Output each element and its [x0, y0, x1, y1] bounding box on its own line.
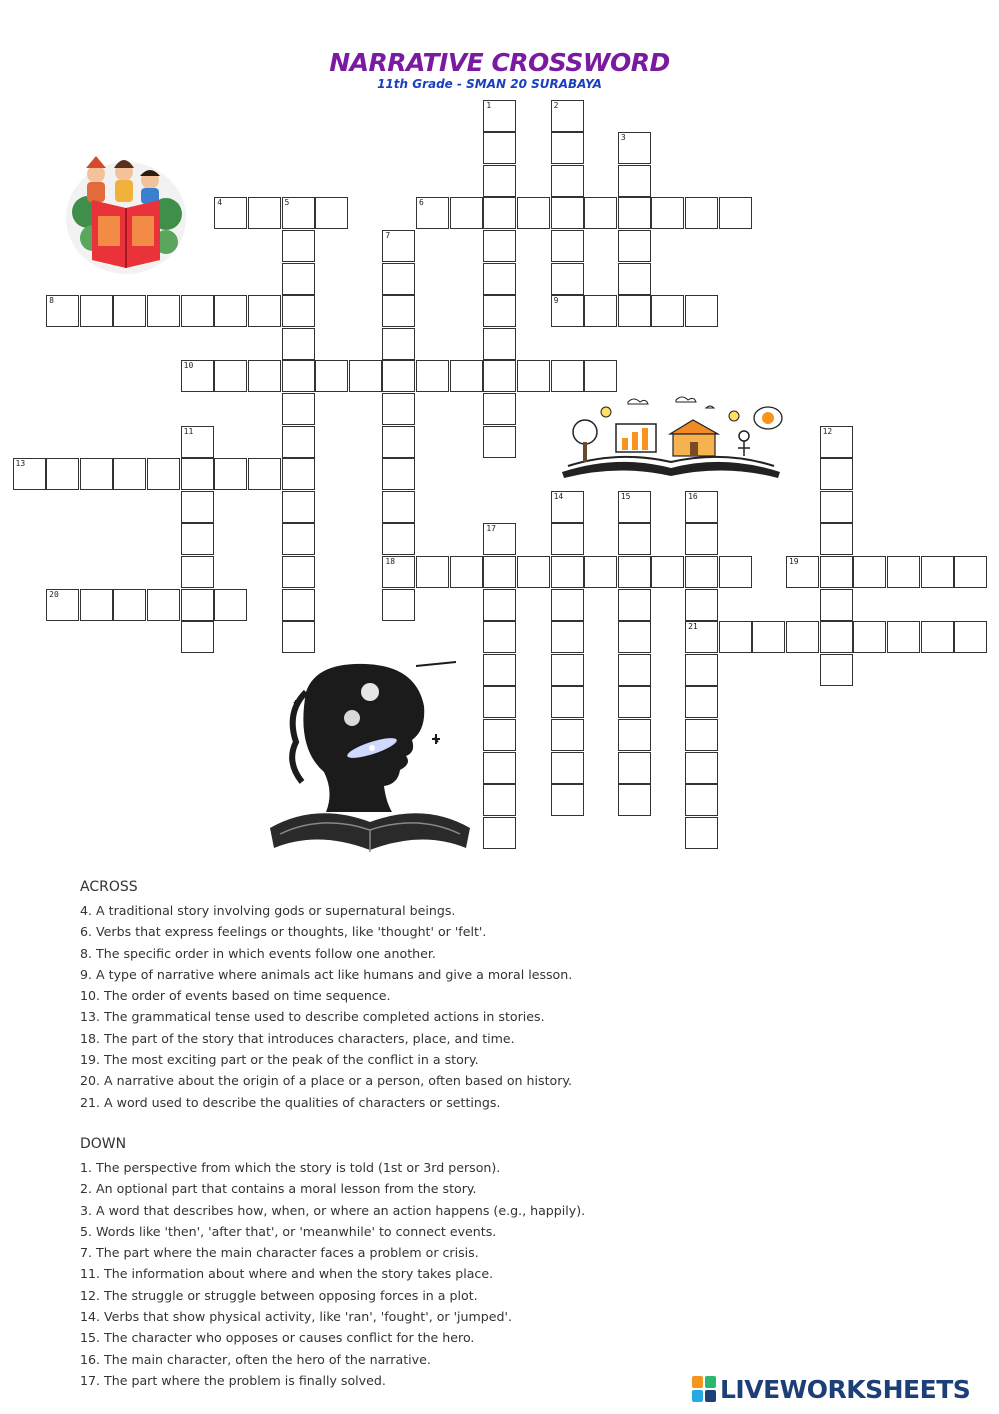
clue-item: 4. A traditional story involving gods or supernatural beings. — [80, 903, 456, 918]
crossword-cell[interactable] — [685, 817, 718, 849]
liveworksheets-brand — [692, 1374, 992, 1404]
crossword-cell[interactable] — [954, 556, 987, 588]
crossword-cell[interactable] — [651, 556, 684, 588]
crossword-cell[interactable] — [181, 621, 214, 653]
crossword-cell[interactable] — [181, 556, 214, 588]
clue-item: 17. The part where the problem is finally solved. — [80, 1372, 386, 1388]
crossword-cell[interactable] — [618, 295, 651, 327]
clue-item: 15. The character who opposes or causes conflict for the hero. — [80, 1330, 475, 1346]
across-clues — [80, 879, 960, 1113]
crossword-cell[interactable] — [113, 295, 146, 327]
clue-number: 21 — [688, 622, 698, 632]
crossword-cell[interactable] — [113, 458, 146, 490]
crossword-cell[interactable] — [181, 360, 214, 392]
crossword-cell[interactable] — [147, 295, 180, 327]
crossword-cell[interactable] — [483, 621, 516, 653]
worksheet-title: NARRATIVE CROSSWORD — [329, 48, 670, 77]
crossword-cell[interactable] — [551, 784, 584, 816]
crossword-cell[interactable] — [551, 556, 584, 588]
crossword-cell[interactable] — [450, 556, 483, 588]
crossword-cell[interactable] — [820, 491, 853, 523]
crossword-cell[interactable] — [483, 360, 516, 392]
clue-item: 3. A word that describes how, when, or where an action happens (e.g., happily). — [80, 1202, 586, 1218]
crossword-cell[interactable] — [46, 295, 79, 327]
crossword-cell[interactable] — [282, 426, 315, 458]
crossword-cell[interactable] — [820, 621, 853, 653]
clue-item: 13. The grammatical tense used to describe completed actions in stories. — [80, 1009, 545, 1025]
crossword-cell[interactable] — [382, 230, 415, 262]
crossword-cell[interactable] — [282, 263, 315, 295]
crossword-cell[interactable] — [214, 295, 247, 327]
crossword-cell[interactable] — [618, 132, 651, 164]
crossword-cell[interactable] — [349, 360, 382, 392]
crossword-cell[interactable] — [618, 719, 651, 751]
crossword-cell[interactable] — [214, 197, 247, 229]
crossword-cell[interactable] — [618, 654, 651, 686]
across-heading: ACROSS — [80, 879, 138, 895]
clue-item: 14. Verbs that show physical activity, like 'ran', 'fought', or 'jumped'. — [80, 1309, 513, 1325]
crossword-cell[interactable] — [483, 654, 516, 686]
crossword-cell[interactable] — [584, 360, 617, 392]
clue-item: 7. The part where the main character faces a problem or crisis. — [80, 1245, 479, 1261]
crossword-cell[interactable] — [483, 556, 516, 588]
clue-number: 8 — [49, 296, 54, 306]
crossword-cell[interactable] — [483, 263, 516, 295]
crossword-cell[interactable] — [248, 197, 281, 229]
crossword-cell[interactable] — [719, 621, 752, 653]
crossword-cell[interactable] — [80, 295, 113, 327]
girl-silhouette-galaxy-book-illustration — [266, 652, 476, 868]
crossword-cell[interactable] — [551, 523, 584, 555]
crossword-cell[interactable] — [651, 197, 684, 229]
clue-item: 8. The specific order in which events follow one another. — [80, 945, 436, 961]
down-heading: DOWN — [80, 1136, 127, 1152]
crossword-cell[interactable] — [282, 328, 315, 360]
crossword-cell[interactable] — [820, 458, 853, 490]
crossword-cell[interactable] — [685, 621, 718, 653]
crossword-cell[interactable] — [551, 100, 584, 132]
crossword-cell[interactable] — [282, 523, 315, 555]
crossword-cell[interactable] — [820, 654, 853, 686]
crossword-cell[interactable] — [181, 426, 214, 458]
crossword-cell[interactable] — [113, 589, 146, 621]
crossword-cell[interactable] — [181, 295, 214, 327]
crossword-cell[interactable] — [685, 784, 718, 816]
crossword-cell[interactable] — [820, 426, 853, 458]
crossword-cell[interactable] — [282, 589, 315, 621]
crossword-cell[interactable] — [282, 458, 315, 490]
crossword-cell[interactable] — [214, 589, 247, 621]
crossword-cell[interactable] — [752, 621, 785, 653]
crossword-cell[interactable] — [618, 197, 651, 229]
crossword-cell[interactable] — [685, 654, 718, 686]
crossword-cell[interactable] — [214, 458, 247, 490]
crossword-cell[interactable] — [483, 719, 516, 751]
crossword-cell[interactable] — [483, 817, 516, 849]
crossword-cell[interactable] — [315, 360, 348, 392]
crossword-cell[interactable] — [483, 165, 516, 197]
clue-item: 1. The perspective from which the story is told (1st or 3rd person). — [80, 1160, 501, 1175]
crossword-cell[interactable] — [685, 686, 718, 718]
crossword-cell[interactable] — [80, 589, 113, 621]
clue-item: 10. The order of events based on time sequence. — [80, 988, 391, 1004]
crossword-cell[interactable] — [282, 360, 315, 392]
crossword-cell[interactable] — [181, 491, 214, 523]
crossword-cell[interactable] — [80, 458, 113, 490]
crossword-cell[interactable] — [685, 295, 718, 327]
crossword-cell[interactable] — [551, 589, 584, 621]
clue-number: 13 — [15, 459, 26, 469]
crossword-cell[interactable] — [551, 263, 584, 295]
crossword-cell[interactable] — [282, 197, 315, 229]
clue-item: 6. Verbs that express feelings or thoughts, like 'thought' or 'felt'. — [80, 924, 487, 940]
crossword-cell[interactable] — [382, 263, 415, 295]
crossword-cell[interactable] — [450, 197, 483, 229]
crossword-cell[interactable] — [483, 752, 516, 784]
crossword-cell[interactable] — [618, 165, 651, 197]
crossword-cell[interactable] — [382, 556, 415, 588]
clue-number: 19 — [788, 556, 799, 566]
clue-item: 2. An optional part that contains a moral lesson from the story. — [80, 1181, 477, 1197]
crossword-cell[interactable] — [551, 491, 584, 523]
crossword-cell[interactable] — [450, 360, 483, 392]
crossword-cell[interactable] — [551, 719, 584, 751]
crossword-cell[interactable] — [382, 393, 415, 425]
crossword-cell[interactable] — [618, 230, 651, 262]
clue-item: 20. A narrative about the origin of a place or a person, often based on history. — [80, 1073, 573, 1089]
crossword-cell[interactable] — [483, 230, 516, 262]
clue-number: 12 — [822, 426, 833, 436]
crossword-cell[interactable] — [282, 491, 315, 523]
crossword-cell[interactable] — [181, 523, 214, 555]
down-clues — [80, 1136, 960, 1391]
crossword-cell[interactable] — [921, 556, 954, 588]
clue-number: 9 — [553, 296, 559, 306]
crossword-cell[interactable] — [685, 523, 718, 555]
crossword-cell[interactable] — [820, 556, 853, 588]
open-book-town-illustration — [558, 394, 784, 480]
clue-number: 20 — [49, 589, 59, 599]
crossword-cell[interactable] — [685, 752, 718, 784]
crossword-cell[interactable] — [147, 458, 180, 490]
clue-item: 21. A word used to describe the qualities of characters or settings. — [80, 1094, 501, 1110]
clue-number: 2 — [553, 100, 559, 110]
crossword-cell[interactable] — [382, 491, 415, 523]
clue-number: 7 — [385, 230, 391, 240]
crossword-cell[interactable] — [551, 752, 584, 784]
clue-item: 11. The information about where and when the story takes place. — [80, 1266, 494, 1282]
crossword-cell[interactable] — [46, 458, 79, 490]
crossword-cell[interactable] — [483, 784, 516, 816]
crossword-cell[interactable] — [887, 621, 920, 653]
crossword-cell[interactable] — [483, 132, 516, 164]
crossword-cell[interactable] — [416, 556, 449, 588]
clue-item: 9. A type of narrative where animals act like humans and give a moral lesson. — [80, 966, 573, 982]
crossword-cell[interactable] — [382, 589, 415, 621]
crossword-cell[interactable] — [618, 686, 651, 718]
crossword-cell[interactable] — [954, 621, 987, 653]
crossword-cell[interactable] — [282, 556, 315, 588]
crossword-cell[interactable] — [618, 784, 651, 816]
crossword-cell[interactable] — [551, 654, 584, 686]
crossword-cell[interactable] — [147, 589, 180, 621]
crossword-cell[interactable] — [282, 295, 315, 327]
crossword-cell[interactable] — [820, 589, 853, 621]
clue-number: 15 — [620, 491, 631, 501]
crossword-cell[interactable] — [382, 458, 415, 490]
crossword-cell[interactable] — [382, 426, 415, 458]
crossword-cell[interactable] — [248, 458, 281, 490]
crossword-cell[interactable] — [483, 686, 516, 718]
crossword-cell[interactable] — [382, 328, 415, 360]
crossword-cell[interactable] — [887, 556, 920, 588]
crossword-cell[interactable] — [382, 295, 415, 327]
crossword-cell[interactable] — [685, 197, 718, 229]
crossword-cell[interactable] — [719, 556, 752, 588]
crossword-cell[interactable] — [13, 458, 46, 490]
crossword-cell[interactable] — [483, 197, 516, 229]
clue-number: 3 — [620, 133, 626, 143]
clue-number: 4 — [217, 198, 223, 208]
crossword-cell[interactable] — [618, 263, 651, 295]
clue-item: 5. Words like 'then', 'after that', or 'meanwhile' to connect events. — [80, 1223, 497, 1239]
crossword-cell[interactable] — [551, 165, 584, 197]
crossword-cell[interactable] — [483, 328, 516, 360]
crossword-cell[interactable] — [685, 719, 718, 751]
clue-number: 11 — [183, 426, 194, 436]
clue-item: 19. The most exciting part or the peak of the conflict in a story. — [80, 1052, 479, 1068]
crossword-cell[interactable] — [853, 556, 886, 588]
crossword-cell[interactable] — [551, 132, 584, 164]
crossword-cell[interactable] — [483, 100, 516, 132]
crossword-cell[interactable] — [786, 556, 819, 588]
clue-number: 16 — [688, 491, 698, 501]
crossword-cell[interactable] — [618, 589, 651, 621]
crossword-cell[interactable] — [551, 295, 584, 327]
crossword-cell[interactable] — [517, 556, 550, 588]
crossword-cell[interactable] — [517, 360, 550, 392]
crossword-cell[interactable] — [786, 621, 819, 653]
crossword-cell[interactable] — [685, 556, 718, 588]
crossword-cell[interactable] — [584, 295, 617, 327]
clue-number: 14 — [553, 491, 564, 501]
crossword-cell[interactable] — [685, 491, 718, 523]
crossword-cell[interactable] — [248, 360, 281, 392]
crossword-cell[interactable] — [282, 393, 315, 425]
clue-number: 1 — [486, 100, 492, 110]
crossword-cell[interactable] — [584, 556, 617, 588]
crossword-cell[interactable] — [551, 360, 584, 392]
crossword-cell[interactable] — [483, 393, 516, 425]
crossword-cell[interactable] — [416, 360, 449, 392]
crossword-cell[interactable] — [483, 523, 516, 555]
kids-reading-book-illustration — [62, 152, 190, 276]
crossword-cell[interactable] — [181, 458, 214, 490]
crossword-cell[interactable] — [248, 295, 281, 327]
crossword-cell[interactable] — [618, 621, 651, 653]
crossword-cell[interactable] — [719, 197, 752, 229]
crossword-cell[interactable] — [214, 360, 247, 392]
crossword-cell[interactable] — [551, 197, 584, 229]
crossword-cell[interactable] — [618, 752, 651, 784]
brand-name: LIVEWORKSHEETS — [720, 1374, 971, 1404]
crossword-cell[interactable] — [483, 589, 516, 621]
clue-number: 18 — [385, 556, 396, 566]
crossword-cell[interactable] — [551, 230, 584, 262]
crossword-cell[interactable] — [921, 621, 954, 653]
clue-number: 6 — [419, 198, 424, 208]
crossword-cell[interactable] — [651, 295, 684, 327]
crossword-cell[interactable] — [853, 621, 886, 653]
crossword-cell[interactable] — [584, 197, 617, 229]
crossword-cell[interactable] — [551, 621, 584, 653]
crossword-cell[interactable] — [382, 360, 415, 392]
crossword-cell[interactable] — [46, 589, 79, 621]
clue-number: 10 — [183, 361, 194, 371]
clue-number: 5 — [284, 198, 290, 208]
liveworksheets-logo-icon — [692, 1376, 716, 1402]
worksheet-subtitle: 11th Grade - SMAN 20 SURABAYA — [377, 77, 602, 91]
crossword-cell[interactable] — [820, 523, 853, 555]
crossword-cell[interactable] — [282, 621, 315, 653]
crossword-cell[interactable] — [483, 426, 516, 458]
crossword-cell[interactable] — [618, 491, 651, 523]
clue-item: 18. The part of the story that introduces characters, place, and time. — [80, 1030, 515, 1046]
crossword-cell[interactable] — [282, 230, 315, 262]
crossword-cell[interactable] — [181, 589, 214, 621]
clue-number: 17 — [486, 524, 496, 534]
clue-item: 12. The struggle or struggle between opposing forces in a plot. — [80, 1287, 478, 1303]
crossword-cell[interactable] — [483, 295, 516, 327]
clue-item: 16. The main character, often the hero of the narrative. — [80, 1351, 431, 1367]
crossword-cell[interactable] — [618, 556, 651, 588]
crossword-cell[interactable] — [618, 523, 651, 555]
crossword-cell[interactable] — [416, 197, 449, 229]
crossword-cell[interactable] — [315, 197, 348, 229]
crossword-cell[interactable] — [551, 686, 584, 718]
crossword-cell[interactable] — [382, 523, 415, 555]
crossword-cell[interactable] — [517, 197, 550, 229]
crossword-cell[interactable] — [685, 589, 718, 621]
